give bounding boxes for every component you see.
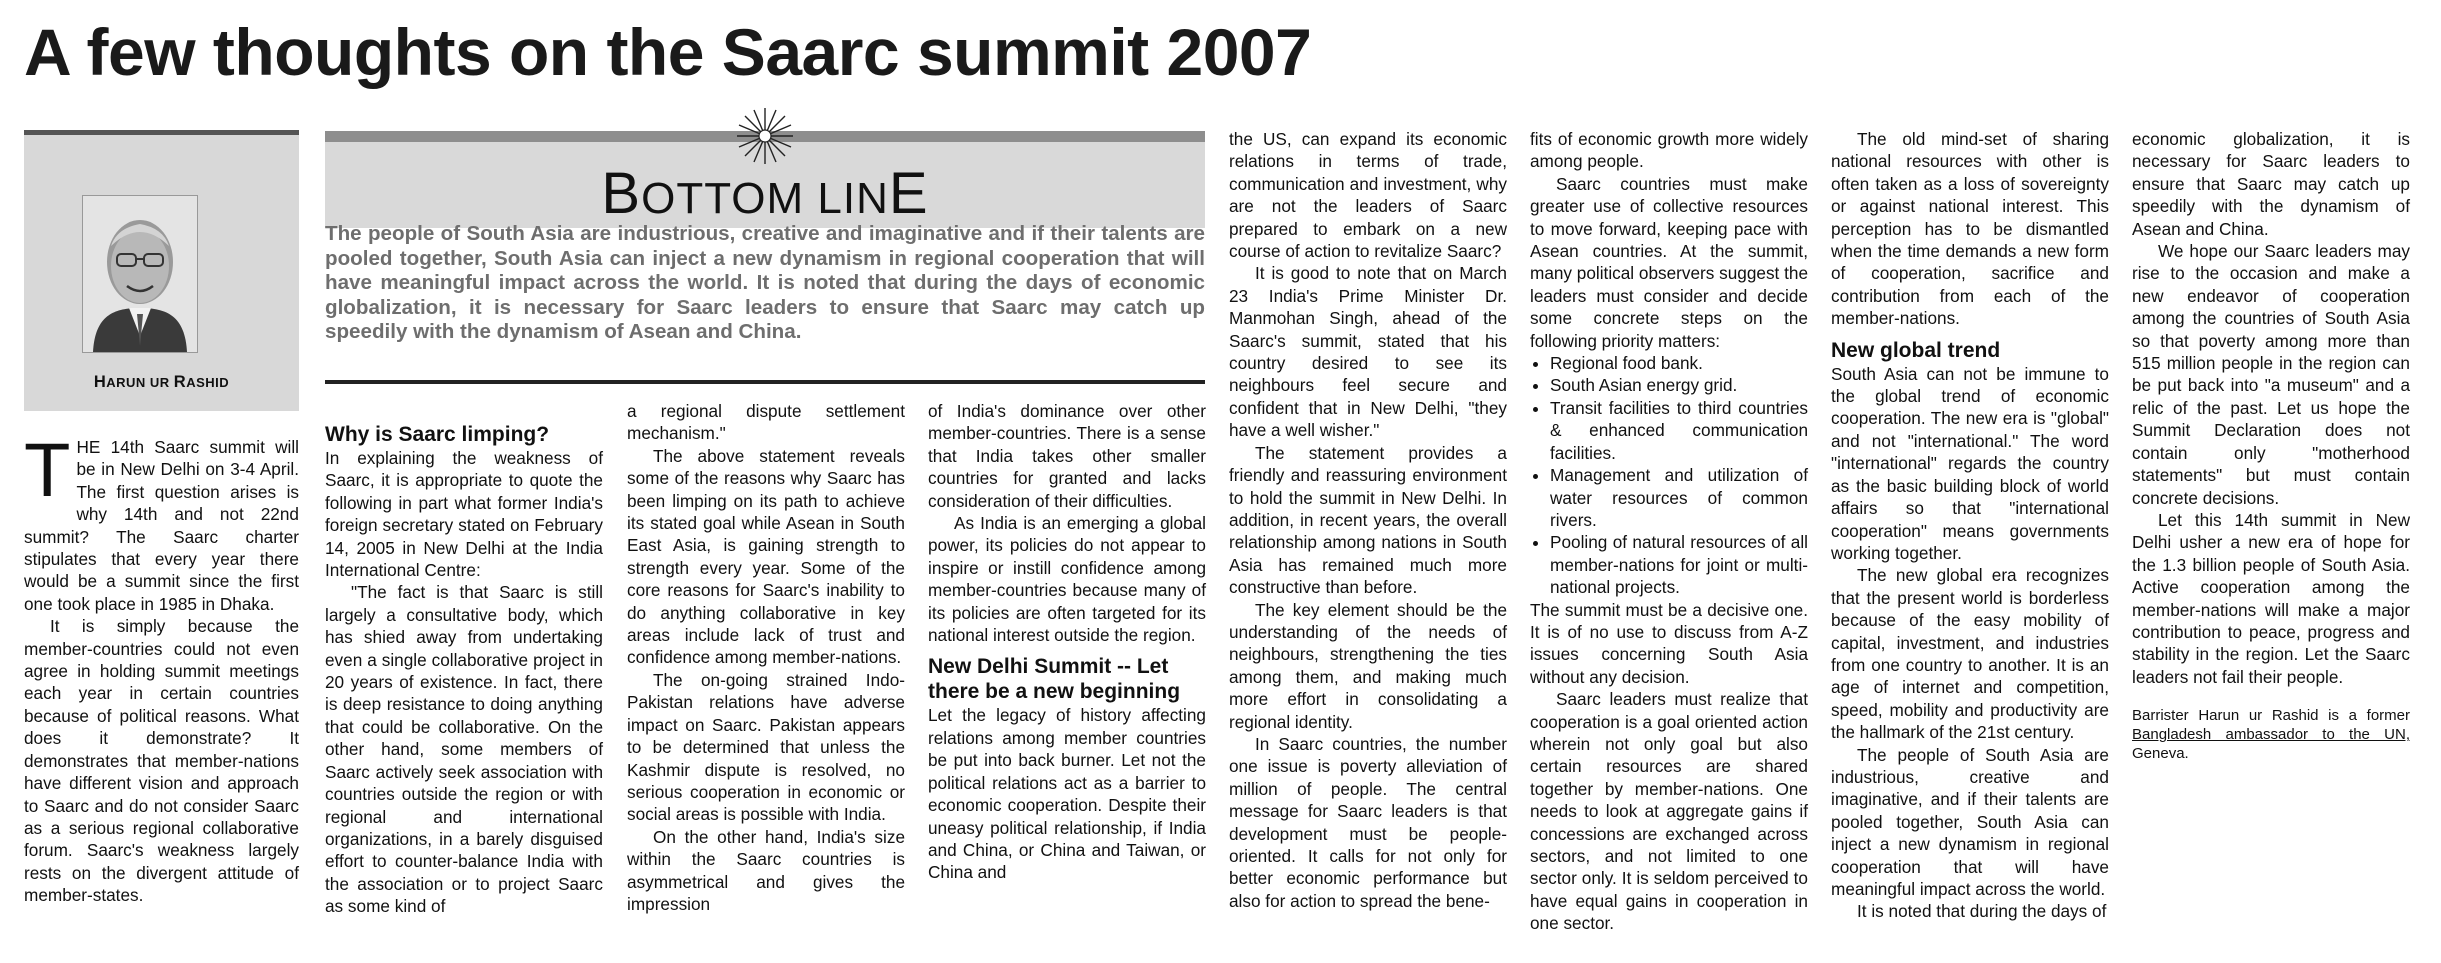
paragraph: Saarc leaders must realize that cooperation is a goal oriented action wherein not only goal but also certain resources are shared together by member-nations. One needs to look at aggregate gains if concessions are exchanged across sectors, and not limited to one sector only. It is seldom perceived to have equal gains in cooperation in one sector.	[1530, 689, 1808, 934]
list-item: • Management and utilization of water resources of common rivers.	[1550, 464, 1808, 531]
paragraph: The above statement reveals some of the reasons why Saarc has been limping on its path to achieve its stated goal while Asean in South East Asia, is gaining strength to strength every year. Some of the core reasons for Saarc's inability to do anything collaborative in key areas include lack of trust and confidence among member-nations.	[627, 445, 905, 668]
drop-cap: T	[24, 428, 71, 513]
paragraph: It is good to note that on March 23 India's Prime Minister Dr. Manmohan Singh, ahead of the Saarc's summit, stated that his country desired to see its neighbours feel secure and confident that in New Delhi, "they have a well wisher."	[1229, 263, 1507, 441]
author-photo-box	[24, 130, 299, 411]
divider-rule	[325, 380, 1205, 384]
paragraph: The old mind-set of sharing national resources with other is often taken as a loss of sovereignty or against national interest. This perception has to be dismantled when the time demands a new form of cooperation, sacrifice and contribution from each of the member-nations.	[1831, 129, 2109, 329]
paragraph: The people of South Asia are industrious, creative and imaginative, and if their talents are pooled together, South Asia can inject a new dynamism in regional cooperation that will have meaningful impact across the world.	[1831, 744, 2109, 899]
column-3	[627, 400, 905, 915]
paragraph: In Saarc countries, the number one issue is poverty alleviation of million of people. The central message for Saarc leaders is that development must be people-oriented. It calls for not only for better economic performance but also for action to spread the bene-	[1229, 733, 1507, 911]
banner-title: BOTTOM LINE	[601, 161, 929, 226]
paragraph: The new global era recognizes that the present world is borderless because of the easy mobility of capital, investment, and industries from one country to another. It is an age of internet and competition, speed, mobility and productivity are the hallmark of the 21st century.	[1831, 565, 2109, 743]
paragraph: The key element should be the understanding of the needs of neighbours, strengthening the ties among them, and making much more effort in consolidating a regional identity.	[1229, 599, 1507, 732]
paragraph: South Asia can not be immune to the global trend of economic cooperation. The new era is "global" and not "international." The word "international" regards the country as the basic building block of world affairs so that "international cooperation" means governments working together.	[1831, 363, 2109, 563]
list-item: • Pooling of natural resources of all member-nations for joint or multi-national projects.	[1550, 531, 1808, 598]
author-photo	[82, 195, 198, 353]
column-8	[2132, 128, 2410, 763]
paragraph: a regional dispute settlement mechanism."	[627, 401, 905, 444]
section-heading: Why is Saarc limping?	[325, 423, 550, 446]
paragraph: fits of economic growth more widely among people.	[1530, 129, 1808, 172]
column-5	[1229, 128, 1507, 912]
list-item: • Regional food bank.	[1550, 352, 1808, 374]
portrait-icon	[83, 196, 197, 352]
paragraph: On the other hand, India's size within the Saarc countries is asymmetrical and gives the impression	[627, 826, 905, 914]
paragraph: The statement provides a friendly and reassuring environment to hold the summit in New Delhi. In addition, in recent years, the overall relationship among nations in South Asia has remained much more constructive than before.	[1229, 442, 1507, 598]
starburst-icon	[735, 106, 795, 166]
headline: A few thoughts on the Saarc summit 2007	[24, 15, 1312, 89]
paragraph: In explaining the weakness of Saarc, it is appropriate to quote the following in part what former India's foreign secretary stated on February 14, 2005 in New Delhi at the India International Centre:	[325, 448, 603, 581]
paragraph: the US, can expand its economic relations in terms of trade, communication and investment, why are not the leaders of Saarc prepared to embark on a new course of action to revitalize Saarc?	[1229, 129, 1507, 262]
column-6	[1530, 128, 1808, 935]
paragraph: As India is an emerging a global power, its policies do not appear to inspire or instill confidence among member-countries because many of its policies are often targeted for its national interest outside the region.	[928, 513, 1206, 646]
paragraph: It is noted that during the days of	[1857, 901, 2107, 922]
paragraph: The on-going strained Indo-Pakistan relations have adverse impact on Saarc. Pakistan appears to be determined that unless the Kashmir dispute is resolved, no serious cooperation in economic or social areas is possible with India.	[627, 669, 905, 825]
priority-list	[1530, 352, 1808, 598]
paragraph: THE 14th Saarc summit will be in New Delhi on 3-4 April. The first question arises is why 14th and not 22nd summit? The Saarc charter stipulates that every year there would be a summit since the first one took place in 1985 in Dhaka.	[24, 428, 299, 614]
list-item: • South Asian energy grid.	[1550, 374, 1808, 396]
paragraph: Saarc countries must make greater use of collective resources to move forward, keeping pace with Asean countries. At the summit, many political observers suggest the leaders must consider and decide some concrete steps on the following priority matters:	[1530, 173, 1809, 351]
section-heading: New Delhi Summit -- Let there be a new beginning	[928, 655, 1181, 704]
column-2	[325, 418, 603, 918]
pull-quote: The people of South Asia are industrious, creative and imaginative and if their talents are pooled together, South Asia can inject a new dynamism in regional cooperation that will have meaningful impact across the world. It is noted that during the days of economic globalization, it is necessary for Saarc leaders to ensure that Saarc may catch up speedily with the dynamism of Asean and China.	[325, 222, 1205, 343]
paragraph: economic globalization, it is necessary for Saarc leaders to ensure that Saarc may catch up speedily with the dynamism of Asean and China.	[2132, 129, 2410, 239]
list-item: • Transit facilities to third countries & enhanced communication facilities.	[1550, 397, 1808, 464]
paragraph: Let this 14th summit in New Delhi usher a new era of hope for the 1.3 billion people of South Asia. Active cooperation among the member-nations will make a major contribution to peace, progress and stability in the region. Let the Saarc leaders not fail their people.	[2132, 509, 2410, 687]
column-1	[24, 428, 299, 907]
paragraph: "The fact is that Saarc is still largely a consultative body, which has shied away from undertaking even a single collaborative project in 20 years of existence. In fact, there is deep resistance to doing anything that could be collaborative. On the other hand, some members of Saarc actively seek association with countries outside the region or with regional and international organizations, in a barely disguised effort to counter-balance India with the association or to project Saarc as some kind of	[325, 582, 603, 917]
paragraph: Let the legacy of history affecting relations among member countries be put into back burner. Let not the political relations act as a barrier to economic cooperation. Despite their uneasy political relationship, if India and China, or China and Taiwan, or China and	[928, 705, 1206, 883]
paragraph: of India's dominance over other member-countries. There is a sense that India takes other smaller countries for granted and lacks consideration of their difficulties.	[928, 401, 1206, 511]
author-credit: Barrister Harun ur Rashid is a former Bangladesh ambassador to the UN, Geneva.	[2132, 707, 2410, 763]
author-name: HARUN UR RASHID	[93, 373, 230, 391]
paragraph: We hope our Saarc leaders may rise to the occasion and make a new endeavor of cooperation among the countries of South Asia so that poverty among more than 515 million people in the region can be put back into "a museum" and a relic of the past. Let us hope the Summit Declaration does not contain only "motherhood statements" but must contain concrete decisions.	[2132, 241, 2410, 508]
paragraph: It is simply because the member-countries could not even agree in holding summit meetings each year in certain countries because of political reasons. What does it demonstrate? It demonstrates that member-nations have different vision and approach to Saarc and do not consider Saarc as a serious regional collaborative forum. Saarc's weakness largely rests on the divergent attitude of member-states.	[24, 616, 299, 906]
column-7	[1831, 128, 2109, 923]
section-heading: New global trend	[1831, 338, 2001, 362]
column-4	[928, 400, 1206, 884]
paragraph: The summit must be a decisive one. It is of no use to discuss from A-Z issues concerning South Asia without any decision.	[1530, 599, 1808, 687]
